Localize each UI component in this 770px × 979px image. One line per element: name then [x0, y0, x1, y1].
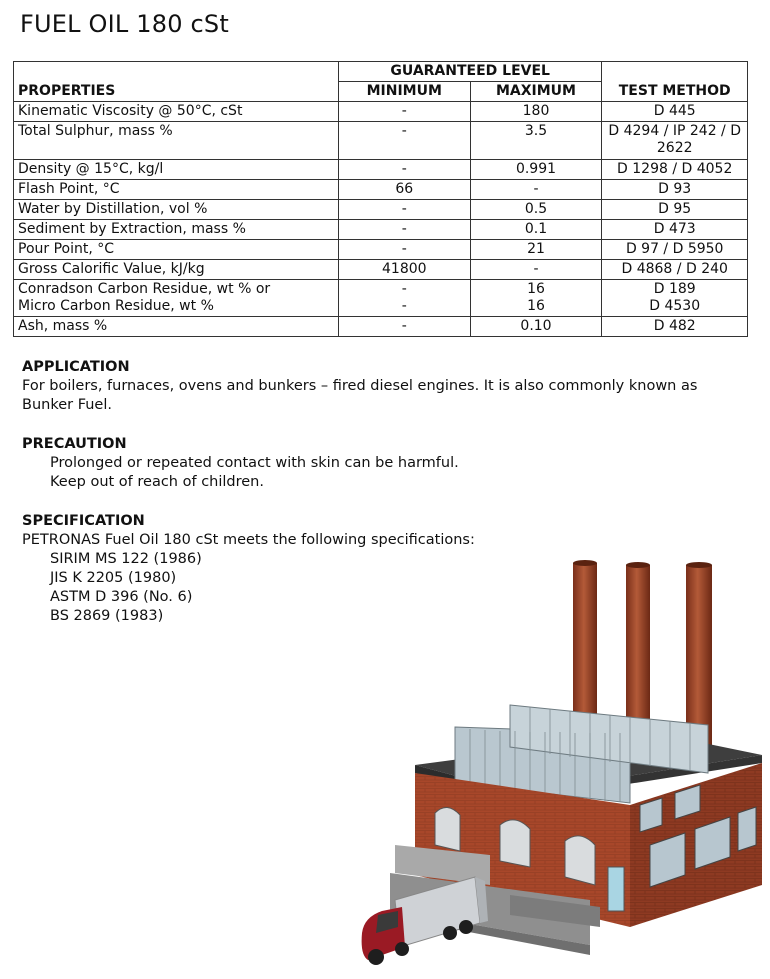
precaution-heading: PRECAUTION	[22, 436, 127, 452]
row-method: D 93	[602, 180, 748, 200]
row-min: 66	[338, 180, 470, 200]
row-max: 21	[470, 240, 602, 260]
row-min: -	[338, 160, 470, 180]
row-property: Flash Point, °C	[14, 180, 339, 200]
row-method: D 95	[602, 200, 748, 220]
header-test-method: TEST METHOD	[602, 62, 748, 102]
application-heading: APPLICATION	[22, 359, 130, 375]
row-max	[470, 280, 602, 317]
specification-item: ASTM D 396 (No. 6)	[50, 589, 193, 605]
header-properties: PROPERTIES	[14, 62, 339, 102]
row-method-line: D 189	[653, 281, 696, 297]
row-min: -	[338, 122, 470, 160]
specification-item: JIS K 2205 (1980)	[50, 570, 177, 586]
row-property: Pour Point, °C	[14, 240, 339, 260]
application-text-line: For boilers, furnaces, ovens and bunkers – fired diesel engines. It is also commonly known as	[22, 378, 698, 394]
row-method: D 97 / D 5950	[602, 240, 748, 260]
table-row	[14, 122, 748, 160]
row-max: 3.5	[470, 122, 602, 160]
row-min: -	[338, 102, 470, 122]
table-row	[14, 102, 748, 122]
specification-item: BS 2869 (1983)	[50, 608, 164, 624]
specification-heading: SPECIFICATION	[22, 513, 145, 529]
row-max: 0.5	[470, 200, 602, 220]
application-text-line: Bunker Fuel.	[22, 397, 112, 413]
row-method	[602, 280, 748, 317]
row-property: Kinematic Viscosity @ 50°C, cSt	[14, 102, 339, 122]
row-property: Total Sulphur, mass %	[14, 122, 339, 160]
row-max-line: 16	[527, 298, 545, 314]
row-max-line: 16	[527, 281, 545, 297]
row-property-line: Conradson Carbon Residue, wt % or	[18, 281, 271, 297]
row-method: D 4868 / D 240	[602, 260, 748, 280]
row-max: -	[470, 180, 602, 200]
row-property: Ash, mass %	[14, 317, 339, 337]
row-method: D 1298 / D 4052	[602, 160, 748, 180]
table-row	[14, 200, 748, 220]
row-min: -	[338, 200, 470, 220]
row-max: 0.1	[470, 220, 602, 240]
application-section	[22, 358, 697, 415]
row-max: 0.991	[470, 160, 602, 180]
row-property: Gross Calorific Value, kJ/kg	[14, 260, 339, 280]
row-min: -	[338, 317, 470, 337]
row-max: 0.10	[470, 317, 602, 337]
row-property: Sediment by Extraction, mass %	[14, 220, 339, 240]
row-method-line: D 4530	[649, 298, 701, 314]
table-row	[14, 260, 748, 280]
specification-item: SIRIM MS 122 (1986)	[50, 551, 202, 567]
table-row	[14, 180, 748, 200]
row-max: -	[470, 260, 602, 280]
factory-illustration	[290, 555, 770, 975]
row-method: D 445	[602, 102, 748, 122]
table-row	[14, 280, 748, 317]
precaution-section	[22, 435, 459, 492]
header-maximum: MAXIMUM	[470, 82, 602, 102]
table-row	[14, 240, 748, 260]
row-method: D 482	[602, 317, 748, 337]
page-title: FUEL OIL 180 cSt	[20, 10, 229, 38]
properties-table	[13, 61, 748, 337]
row-min-line: -	[401, 281, 407, 297]
header-guaranteed-level: GUARANTEED LEVEL	[338, 62, 601, 82]
table-row	[14, 220, 748, 240]
row-min-line: -	[401, 298, 407, 314]
header-minimum: MINIMUM	[338, 82, 470, 102]
row-method: D 473	[602, 220, 748, 240]
row-method: D 4294 / IP 242 / D 2622	[602, 122, 748, 160]
row-min: -	[338, 240, 470, 260]
precaution-text-line: Keep out of reach of children.	[50, 474, 264, 490]
row-min: -	[338, 220, 470, 240]
row-property: Density @ 15°C, kg/l	[14, 160, 339, 180]
specification-intro: PETRONAS Fuel Oil 180 cSt meets the following specifications:	[22, 532, 475, 548]
precaution-text-line: Prolonged or repeated contact with skin can be harmful.	[50, 455, 459, 471]
table-row	[14, 160, 748, 180]
row-min: 41800	[338, 260, 470, 280]
table-header-row	[14, 62, 748, 82]
row-property	[14, 280, 339, 317]
row-property: Water by Distillation, vol %	[14, 200, 339, 220]
table-row	[14, 317, 748, 337]
row-max: 180	[470, 102, 602, 122]
row-property-line: Micro Carbon Residue, wt %	[18, 298, 214, 314]
row-min	[338, 280, 470, 317]
